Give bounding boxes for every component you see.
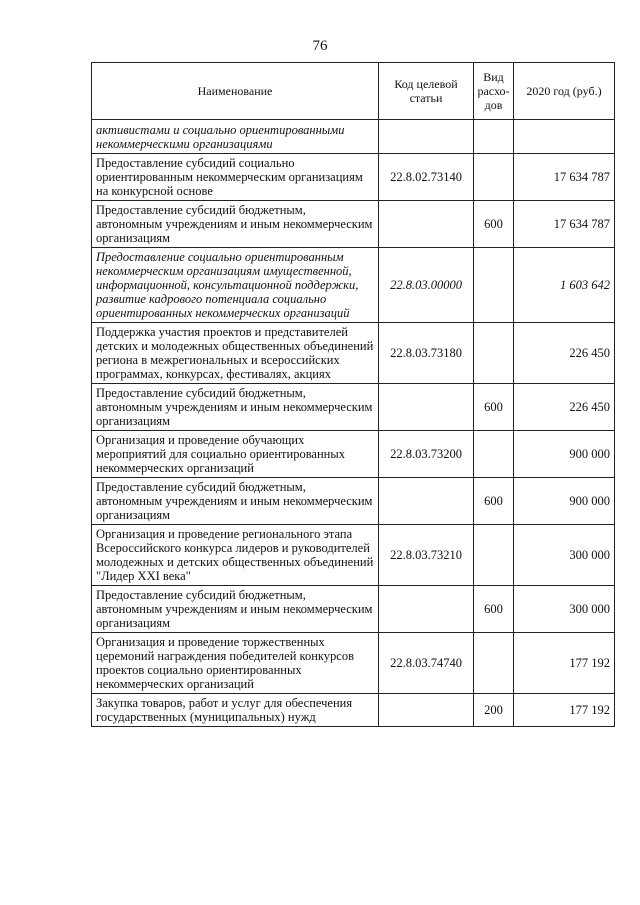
budget-table bbox=[91, 62, 615, 727]
row-amount: 226 450 bbox=[514, 384, 615, 431]
header-name: Наименование bbox=[92, 63, 379, 120]
table-row bbox=[92, 633, 615, 694]
row-amount bbox=[514, 120, 615, 154]
table-row bbox=[92, 154, 615, 201]
row-type bbox=[474, 248, 514, 323]
row-code bbox=[379, 478, 474, 525]
header-code: Код целевой статьи bbox=[379, 63, 474, 120]
row-amount: 177 192 bbox=[514, 633, 615, 694]
row-amount: 300 000 bbox=[514, 586, 615, 633]
row-code: 22.8.03.74740 bbox=[379, 633, 474, 694]
row-code: 22.8.03.00000 bbox=[379, 248, 474, 323]
row-name: Предоставление субсидий бюджетным, автономным учреждениям и иным некоммерческим организациям bbox=[92, 201, 379, 248]
row-amount: 17 634 787 bbox=[514, 201, 615, 248]
row-code bbox=[379, 694, 474, 727]
row-name: Организация и проведение регионального этапа Всероссийского конкурса лидеров и руководителей молодежных и детских общественных объединений "Лидер XXI века" bbox=[92, 525, 379, 586]
header-type: Вид расхо-дов bbox=[474, 63, 514, 120]
row-name: Предоставление субсидий бюджетным, автономным учреждениям и иным некоммерческим организациям bbox=[92, 478, 379, 525]
table-row bbox=[92, 478, 615, 525]
table-row bbox=[92, 694, 615, 727]
row-amount: 226 450 bbox=[514, 323, 615, 384]
row-code: 22.8.03.73180 bbox=[379, 323, 474, 384]
row-code: 22.8.03.73210 bbox=[379, 525, 474, 586]
row-type: 600 bbox=[474, 201, 514, 248]
row-type bbox=[474, 323, 514, 384]
row-code bbox=[379, 586, 474, 633]
row-name: Предоставление субсидий социально ориентированным некоммерческим организациям на конкурсной основе bbox=[92, 154, 379, 201]
row-type bbox=[474, 525, 514, 586]
row-amount: 900 000 bbox=[514, 478, 615, 525]
row-amount: 1 603 642 bbox=[514, 248, 615, 323]
row-type bbox=[474, 154, 514, 201]
row-code bbox=[379, 384, 474, 431]
row-code bbox=[379, 201, 474, 248]
row-type bbox=[474, 120, 514, 154]
table-body bbox=[92, 120, 615, 727]
row-type bbox=[474, 431, 514, 478]
row-type: 600 bbox=[474, 478, 514, 525]
row-name: Поддержка участия проектов и представителей детских и молодежных общественных объединений региона в межрегиональных и всероссийских программах, конкурсах, фестивалях, акциях bbox=[92, 323, 379, 384]
row-code: 22.8.02.73140 bbox=[379, 154, 474, 201]
row-code bbox=[379, 120, 474, 154]
row-name: Организация и проведение обучающих мероприятий для социально ориентированных некоммерческих организаций bbox=[92, 431, 379, 478]
row-amount: 177 192 bbox=[514, 694, 615, 727]
table-header-row bbox=[92, 63, 615, 120]
row-name: Предоставление субсидий бюджетным, автономным учреждениям и иным некоммерческим организациям bbox=[92, 586, 379, 633]
table-row bbox=[92, 586, 615, 633]
row-type bbox=[474, 633, 514, 694]
table-row bbox=[92, 431, 615, 478]
table-row bbox=[92, 248, 615, 323]
row-amount: 900 000 bbox=[514, 431, 615, 478]
header-amount: 2020 год (руб.) bbox=[514, 63, 615, 120]
page-number: 76 bbox=[312, 38, 328, 54]
row-type: 600 bbox=[474, 384, 514, 431]
table-row bbox=[92, 323, 615, 384]
row-amount: 17 634 787 bbox=[514, 154, 615, 201]
row-name: активистами и социально ориентированными некоммерческими организациями bbox=[92, 120, 379, 154]
row-name: Предоставление социально ориентированным некоммерческим организациям имущественной, информационной, консультационной поддержки, развитие кадрового потенциала социально ориентированных некоммерческих организаций bbox=[92, 248, 379, 323]
table-row bbox=[92, 201, 615, 248]
table-row bbox=[92, 384, 615, 431]
row-code: 22.8.03.73200 bbox=[379, 431, 474, 478]
table-row bbox=[92, 525, 615, 586]
row-type: 600 bbox=[474, 586, 514, 633]
table-row bbox=[92, 120, 615, 154]
row-amount: 300 000 bbox=[514, 525, 615, 586]
row-name: Организация и проведение торжественных церемоний награждения победителей конкурсов проектов социально ориентированных некоммерческих организаций bbox=[92, 633, 379, 694]
row-name: Предоставление субсидий бюджетным, автономным учреждениям и иным некоммерческим организациям bbox=[92, 384, 379, 431]
row-name: Закупка товаров, работ и услуг для обеспечения государственных (муниципальных) нужд bbox=[92, 694, 379, 727]
row-type: 200 bbox=[474, 694, 514, 727]
